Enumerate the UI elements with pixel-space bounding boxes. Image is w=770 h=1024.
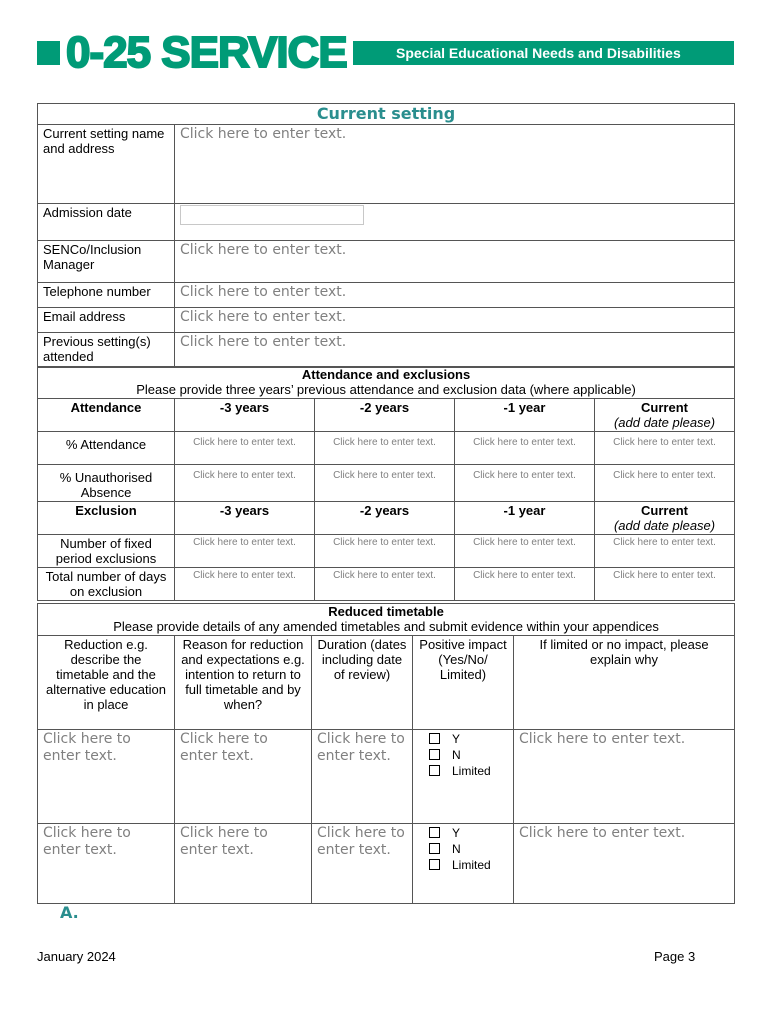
duration-input[interactable]: Click here to enter text. — [312, 730, 413, 824]
explain-input[interactable]: Click here to enter text. — [514, 730, 735, 824]
attendance-input[interactable]: Click here to enter text. — [315, 465, 455, 502]
exclusion-input[interactable]: Click here to enter text. — [595, 535, 735, 568]
checkbox-icon — [429, 749, 440, 760]
header-tagline: Special Educational Needs and Disabilities — [396, 45, 681, 61]
exclusion-input[interactable]: Click here to enter text. — [315, 535, 455, 568]
admission-date-input[interactable] — [180, 205, 364, 225]
reduction-input[interactable]: Click here to enter text. — [38, 730, 175, 824]
checkbox-icon — [429, 733, 440, 744]
reduction-header: Reduction e.g. describe the timetable and the alternative education in place — [38, 636, 175, 730]
exclusion-input[interactable]: Click here to enter text. — [455, 535, 595, 568]
service-logo: 0-25 SERVICE — [60, 28, 353, 78]
year-header: -2 years — [315, 502, 455, 535]
stray-heading: A. — [60, 903, 79, 922]
exclusion-input[interactable]: Click here to enter text. — [455, 568, 595, 601]
impact-option[interactable]: N — [429, 747, 508, 763]
exclusion-input[interactable]: Click here to enter text. — [315, 568, 455, 601]
current-setting-title: Current setting — [38, 104, 735, 125]
impact-option[interactable]: N — [429, 841, 508, 857]
duration-header: Duration (dates including date of review) — [312, 636, 413, 730]
impact-option[interactable]: Limited — [429, 857, 508, 873]
attendance-input[interactable]: Click here to enter text. — [595, 432, 735, 465]
impact-option[interactable]: Y — [429, 825, 508, 841]
admission-date-label: Admission date — [38, 204, 175, 241]
days-excluded-label: Total number of days on exclusion — [38, 568, 175, 601]
reason-input[interactable]: Click here to enter text. — [175, 730, 312, 824]
current-date-note: (add date please) — [613, 518, 716, 533]
attendance-input[interactable]: Click here to enter text. — [595, 465, 735, 502]
attendance-subtitle: Please provide three years’ previous attendance and exclusion data (where applicable) — [136, 382, 636, 397]
checkbox-icon — [429, 827, 440, 838]
previous-setting-input[interactable]: Click here to enter text. — [175, 333, 735, 368]
year-header: -3 years — [175, 502, 315, 535]
exclusion-header: Exclusion — [38, 502, 175, 535]
attendance-input[interactable]: Click here to enter text. — [175, 465, 315, 502]
exclusion-input[interactable]: Click here to enter text. — [175, 535, 315, 568]
impact-option[interactable]: Limited — [429, 763, 508, 779]
name-address-label: Current setting name and address — [38, 125, 175, 204]
attendance-title: Attendance and exclusions — [301, 367, 471, 382]
duration-input[interactable]: Click here to enter text. — [312, 824, 413, 904]
year-header: -3 years — [175, 399, 315, 432]
reason-header: Reason for reduction and expectations e.g. intention to return to full timetable and by when? — [175, 636, 312, 730]
fixed-period-label: Number of fixed period exclusions — [38, 535, 175, 568]
current-date-note: (add date please) — [613, 415, 716, 430]
checkbox-icon — [429, 843, 440, 854]
name-address-input[interactable]: Click here to enter text. — [175, 125, 735, 204]
year-header: -1 year — [455, 399, 595, 432]
footer-page-number: Page 3 — [654, 949, 696, 964]
pct-attendance-label: % Attendance — [38, 432, 175, 465]
email-input[interactable]: Click here to enter text. — [175, 308, 735, 333]
year-header: Current — [641, 503, 688, 518]
senco-label: SENCo/Inclusion Manager — [38, 241, 175, 283]
previous-setting-label: Previous setting(s) attended — [38, 333, 175, 368]
attendance-input[interactable]: Click here to enter text. — [315, 432, 455, 465]
senco-input[interactable]: Click here to enter text. — [175, 241, 735, 283]
attendance-header: Attendance — [38, 399, 175, 432]
explain-header: If limited or no impact, please explain why — [514, 636, 735, 730]
attendance-input[interactable]: Click here to enter text. — [455, 465, 595, 502]
telephone-input[interactable]: Click here to enter text. — [175, 283, 735, 308]
impact-header: Positive impact (Yes/No/ Limited) — [413, 636, 514, 730]
telephone-label: Telephone number — [38, 283, 175, 308]
year-header: -2 years — [315, 399, 455, 432]
reduced-timetable-table — [37, 603, 735, 904]
reduction-input[interactable]: Click here to enter text. — [38, 824, 175, 904]
reduced-title: Reduced timetable — [328, 604, 444, 619]
checkbox-icon — [429, 765, 440, 776]
explain-input[interactable]: Click here to enter text. — [514, 824, 735, 904]
reduced-subtitle: Please provide details of any amended timetables and submit evidence within your appendices — [113, 619, 659, 634]
exclusion-input[interactable]: Click here to enter text. — [595, 568, 735, 601]
year-header: -1 year — [455, 502, 595, 535]
attendance-table — [37, 366, 735, 601]
checkbox-icon — [429, 859, 440, 870]
exclusion-input[interactable]: Click here to enter text. — [175, 568, 315, 601]
attendance-input[interactable]: Click here to enter text. — [455, 432, 595, 465]
impact-option[interactable]: Y — [429, 731, 508, 747]
attendance-input[interactable]: Click here to enter text. — [175, 432, 315, 465]
reason-input[interactable]: Click here to enter text. — [175, 824, 312, 904]
email-label: Email address — [38, 308, 175, 333]
footer-date: January 2024 — [37, 949, 116, 964]
year-header: Current — [641, 400, 688, 415]
unauthorised-label: % Unauthorised Absence — [38, 465, 175, 502]
current-setting-table — [37, 103, 735, 368]
